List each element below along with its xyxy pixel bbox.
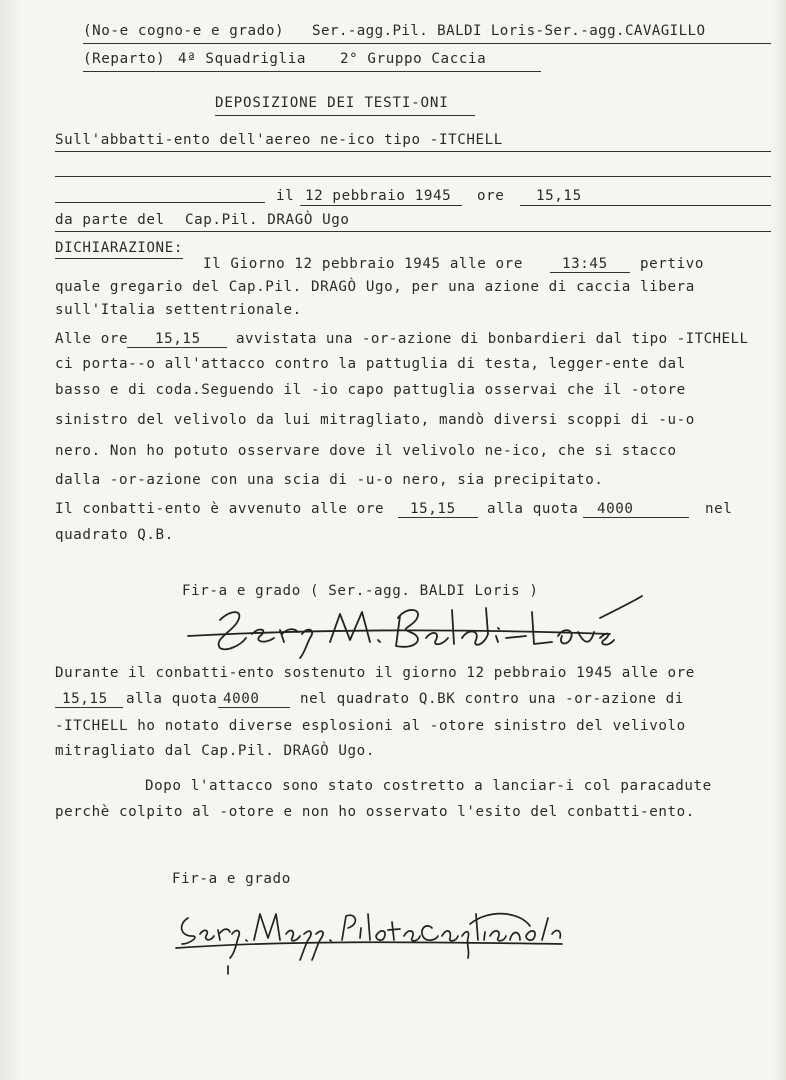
decl-quota-underline — [583, 517, 689, 518]
nome-underline — [83, 43, 771, 44]
second-line-2-end: nel quadrato Q.BK contro una -or-azione di — [300, 691, 684, 707]
title-underline — [215, 115, 475, 116]
decl-line-4-end: avvistata una -or-azione di bonbardieri dal tipo -ITCHELL — [236, 331, 749, 347]
second-line-3: -ITCHELL ho notato diverse esplosioni al -otore sinistro del velivolo — [55, 718, 686, 734]
date-value: 12 pebbraio 1945 — [305, 188, 452, 204]
second-quota-underline — [218, 707, 290, 708]
second-quota-label: alla quota — [126, 691, 218, 707]
date-ore-label: ore — [477, 188, 505, 204]
da-parte-label: da parte del — [55, 212, 165, 228]
decl-time-1: 13:45 — [562, 256, 608, 272]
decl-time-2-underline — [127, 347, 227, 348]
declaration-heading: DICHIARAZIONE: — [55, 240, 183, 256]
second-line-4: mitragliato dal Cap.Pil. DRAGÒ Ugo. — [55, 743, 375, 759]
second-line-6: perchè colpito al -otore e non ho osservato l'esito del conbatti-ento. — [55, 804, 695, 820]
date-time: 15,15 — [536, 188, 582, 204]
decl-line-11: quadrato Q.B. — [55, 527, 174, 543]
signature2-handwritten — [170, 900, 570, 980]
time-underline — [520, 205, 771, 206]
decl-time-3-underline — [398, 517, 478, 518]
second-time-underline — [55, 707, 123, 708]
decl-quota-value: 4000 — [597, 501, 634, 517]
decl-line-8: nero. Non ho potuto osservare dove il velivolo ne-ico, che si stacco — [55, 443, 677, 459]
decl-line-9: dalla -or-azione con una scia di -u-o nero, sia precipitato. — [55, 472, 604, 488]
reparto-underline — [83, 71, 541, 72]
subject-line: Sull'abbatti-ento dell'aereo ne-ico tipo -ITCHELL — [55, 132, 503, 148]
decl-line-3: sull'Italia settentrionale. — [55, 302, 302, 318]
second-line-1: Durante il conbatti-ento sostenuto il giorno 12 pebbraio 1945 alle ore — [55, 665, 695, 681]
decl-quota-label: alla quota — [487, 501, 579, 517]
decl-line-10-end: nel — [705, 501, 733, 517]
da-parte-name: Cap.Pil. DRAGÒ Ugo — [185, 212, 350, 228]
decl-time-3: 15,15 — [410, 501, 456, 517]
scan-edge-left — [0, 0, 22, 1080]
document-title: DEPOSIZIONE DEI TESTI-ONI — [215, 95, 449, 111]
declaration-heading-underline — [55, 258, 183, 259]
second-time: 15,15 — [62, 691, 108, 707]
nome-value: Ser.-agg.Pil. BALDI Loris-Ser.-agg.CAVAGILLO — [312, 23, 706, 39]
decl-time-1-underline — [550, 272, 630, 273]
signature2-label: Fir-a e grado — [172, 871, 291, 887]
reparto-squadriglia: 4ª Squadriglia — [178, 51, 306, 67]
reparto-label: (Reparto) — [83, 51, 166, 67]
decl-time-2: 15,15 — [155, 331, 201, 347]
decl-line-10-start: Il conbatti-ento è avvenuto alle ore — [55, 501, 385, 517]
decl-line-5: ci porta--o all'attacco contro la pattuglia di testa, legger-ente dal — [55, 356, 686, 372]
decl-line-1-end: pertivo — [640, 256, 704, 272]
date-il: il — [276, 188, 295, 204]
second-quota-value: 4000 — [223, 691, 260, 707]
date-underline — [300, 205, 462, 206]
nome-label: (No-e cogno-e e grado) — [83, 23, 285, 39]
subject-underline — [55, 151, 771, 152]
decl-line-4-start: Alle ore — [55, 331, 129, 347]
scan-edge-right — [772, 0, 786, 1080]
decl-line-1: Il Giorno 12 pebbraio 1945 alle ore — [203, 256, 523, 272]
decl-line-6: basso e di coda.Seguendo il -io capo pattuglia osservai che il -otore — [55, 382, 686, 398]
reparto-gruppo: 2° Gruppo Caccia — [340, 51, 487, 67]
signature1-label: Fir-a e grado ( Ser.-agg. BALDI Loris ) — [182, 583, 539, 599]
da-parte-underline — [55, 231, 771, 232]
signature1-handwritten — [180, 590, 640, 660]
decl-line-7: sinistro del velivolo da lui mitragliato, mandò diversi scoppi di -u-o — [55, 412, 695, 428]
second-line-5: Dopo l'attacco sono stato costretto a lanciar-i col paracadute — [145, 778, 712, 794]
blank-line — [55, 176, 771, 177]
date-leading-line — [55, 202, 265, 203]
decl-line-2: quale gregario del Cap.Pil. DRAGÒ Ugo, per una azione di caccia libera — [55, 279, 695, 295]
